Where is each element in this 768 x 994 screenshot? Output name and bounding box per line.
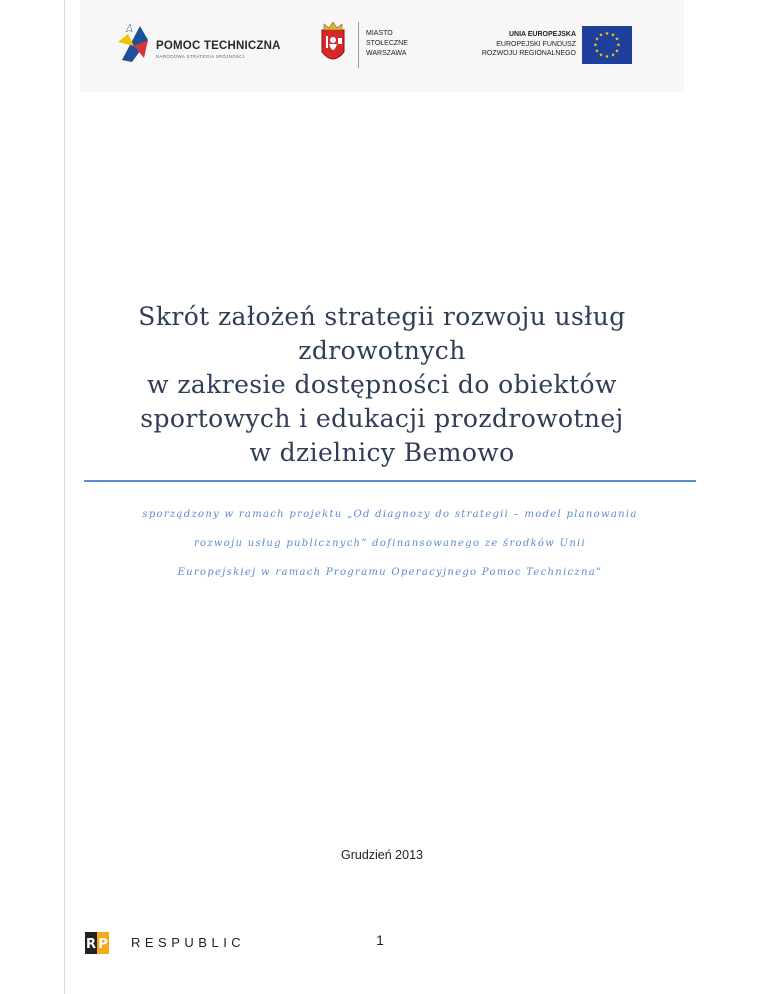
pomoc-techniczna-subtitle: NARODOWA STRATEGIA SPÓJNOŚCI: [156, 54, 245, 59]
document-date: Grudzień 2013: [340, 848, 423, 862]
warsaw-crest-icon: [316, 22, 350, 68]
svg-text:★: ★: [604, 31, 610, 37]
warsaw-label-line: WARSZAWA: [366, 50, 407, 57]
warsaw-label: [366, 29, 408, 59]
respublic-logo-icon: [85, 932, 125, 954]
title-line: Skrót założeń strategii rozwoju usług: [138, 302, 626, 331]
svg-text:★: ★: [610, 32, 616, 39]
title-line: w dzielnicy Bemowo: [249, 438, 515, 467]
subtitle-line: Europejskiej w ramach Programu Operacyjnego Pomoc Techniczna”: [177, 567, 603, 578]
svg-text:★: ★: [593, 42, 598, 49]
svg-text:★: ★: [598, 32, 604, 39]
page-margin-line: [64, 0, 65, 994]
pomoc-techniczna-title: POMOC TECHNICZNA: [156, 40, 281, 52]
eu-label: [452, 30, 576, 59]
svg-text:★: ★: [610, 52, 616, 59]
svg-text:★: ★: [604, 54, 610, 60]
eu-flag-icon: [582, 26, 632, 64]
title-underline-rule: [84, 480, 696, 482]
document-subtitle: [84, 500, 696, 587]
crest-separator: [358, 22, 359, 68]
title-line: sportowych i edukacji prozdrowotnej: [140, 404, 624, 433]
subtitle-line: rozwoju usług publicznych” dofinansowanego ze środków Unii: [193, 538, 587, 549]
title-line: zdrowotnych: [298, 336, 466, 365]
svg-text:★: ★: [594, 48, 600, 55]
respublic-brand-text: RESPUBLIC: [131, 935, 246, 950]
svg-text:★: ★: [614, 36, 620, 43]
pomoc-techniczna-emblem-icon: [118, 24, 152, 64]
eu-label-line: ROZWOJU REGIONALNEGO: [481, 50, 576, 57]
page-number: 1: [376, 932, 384, 948]
subtitle-line: sporządzony w ramach projektu „Od diagnozy do strategii – model planowania: [142, 509, 638, 520]
warsaw-label-line: MIASTO: [366, 30, 393, 37]
svg-text:★: ★: [594, 36, 600, 43]
rp-initial-p: P: [98, 937, 108, 952]
title-line: w zakresie dostępności do obiektów: [147, 370, 617, 399]
rp-initial-r: R: [85, 937, 97, 952]
document-title: [84, 300, 680, 470]
svg-text:★: ★: [614, 48, 620, 55]
eu-label-line: EUROPEJSKI FUNDUSZ: [496, 40, 576, 48]
warsaw-label-line: STOŁECZNE: [366, 40, 408, 47]
svg-text:★: ★: [616, 42, 621, 49]
svg-text:★: ★: [598, 52, 604, 59]
eu-label-line: UNIA EUROPEJSKA: [508, 31, 576, 38]
